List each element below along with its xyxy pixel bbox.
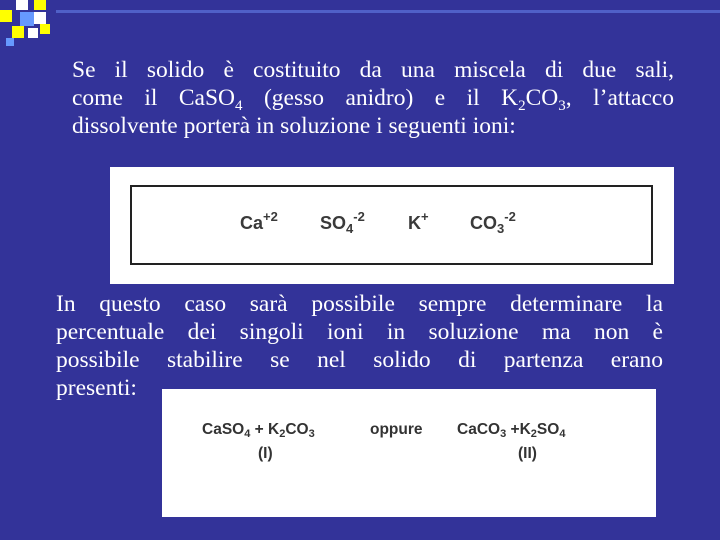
- ion-carbonate: $CO_3^{-2}$: [470, 209, 516, 236]
- ions-frame: [130, 185, 653, 265]
- salt-label-1: (I): [258, 445, 273, 462]
- ion-sulfate: $SO_4^{-2}$: [320, 209, 365, 236]
- oppure-label: oppure: [370, 421, 423, 438]
- intro-line-1: Se il solido è costituito da una miscela di due sali,: [72, 57, 674, 83]
- intro-paragraph: [72, 56, 674, 140]
- ion-calcium: $Ca^{+2}$: [240, 209, 278, 233]
- explanation-paragraph: [56, 290, 663, 402]
- salts-image: [162, 389, 656, 517]
- explanation-line-4: presenti:: [56, 375, 137, 401]
- intro-line-2: come il CaSO$_4$ (gesso anidro) e il $K_2CO_3$, l’attacco: [72, 85, 674, 114]
- title-rule: [56, 10, 720, 13]
- salt-combination-2: CaCO$_3$ $+K_2SO_4$: [457, 421, 566, 440]
- salt-combination-1: CaSO$_4$ + $K_2CO_3$: [202, 421, 315, 440]
- ions-image: [110, 167, 674, 284]
- explanation-line-3: possibile stabilire se nel solido di partenza erano: [56, 347, 663, 373]
- explanation-line-1: In questo caso sarà possibile sempre determinare la: [56, 291, 663, 317]
- explanation-line-2: percentuale dei singoli ioni in soluzione ma non è: [56, 319, 663, 345]
- intro-line-3: dissolvente porterà in soluzione i seguenti ioni:: [72, 113, 516, 139]
- ion-potassium: K+: [408, 209, 429, 233]
- salt-label-2: (II): [518, 445, 537, 462]
